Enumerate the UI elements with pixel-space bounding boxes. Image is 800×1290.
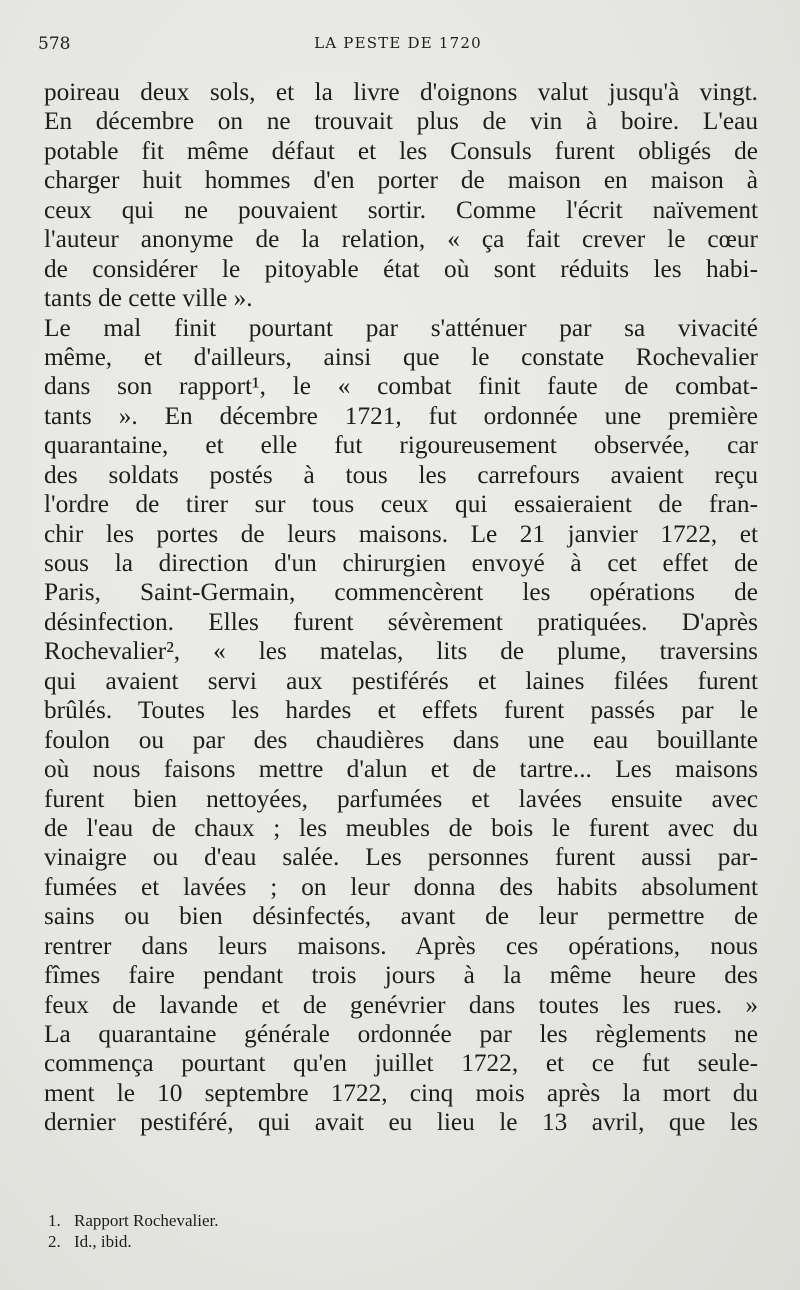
text-line: Paris, Saint-Germain, commencèrent les opérations de: [44, 578, 758, 607]
text-line: charger huit hommes d'en porter de maison en maison à: [44, 166, 758, 195]
footnote-label: 1.: [48, 1211, 61, 1230]
text-line: sains ou bien désinfectés, avant de leur permettre de: [44, 902, 758, 931]
text-line: désinfection. Elles furent sévèrement pratiquées. D'après: [44, 607, 758, 636]
text-line: dans son rapport¹, le « combat finit faute de combat-: [44, 372, 758, 401]
page-number: 578: [38, 34, 71, 54]
text-line: de l'eau de chaux ; les meubles de bois le furent avec du: [44, 813, 758, 842]
footnote-text: Id., ibid.: [74, 1232, 132, 1251]
text-line: tants de cette ville ».: [44, 284, 253, 313]
text-line: qui avaient servi aux pestiférés et laines filées furent: [44, 666, 758, 695]
footnote-label: 2.: [48, 1232, 61, 1251]
text-line: où nous faisons mettre d'alun et de tartre... Les maisons: [44, 755, 758, 784]
footnote: [48, 1231, 748, 1252]
text-line: sous la direction d'un chirurgien envoyé à cet effet de: [44, 549, 758, 577]
text-line: Rochevalier², « les matelas, lits de plume, traversins: [44, 637, 758, 666]
running-title: LA PESTE DE 1720: [314, 34, 482, 52]
text-line: foulon ou par des chaudières dans une eau bouillante: [44, 725, 758, 754]
text-line: chir les portes de leurs maisons. Le 21 janvier 1722, et: [44, 519, 758, 548]
text-line: ceux qui ne pouvaient sortir. Comme l'écrit naïvement: [44, 195, 758, 224]
text-line: fîmes faire pendant trois jours à la même heure des: [44, 961, 758, 990]
text-line: commença pourtant qu'en juillet 1722, et ce fut seule-: [44, 1049, 758, 1078]
text-line: dernier pestiféré, qui avait eu lieu le 13 avril, que les: [44, 1108, 758, 1137]
text-line: ment le 10 septembre 1722, cinq mois après la mort du: [44, 1078, 758, 1107]
text-line: l'auteur anonyme de la relation, « ça fait crever le cœur: [44, 225, 758, 254]
running-head: [38, 34, 758, 58]
text-line: La quarantaine générale ordonnée par les règlements ne: [44, 1020, 758, 1048]
text-line: de considérer le pitoyable état où sont réduits les habi-: [44, 254, 758, 283]
footnote-text: Rapport Rochevalier.: [74, 1211, 219, 1230]
text-line: même, et d'ailleurs, ainsi que le constate Rochevalier: [44, 342, 758, 371]
body-text: [44, 78, 758, 1138]
text-line: fumées et lavées ; on leur donna des habits absolument: [44, 872, 758, 901]
text-line: tants ». En décembre 1721, fut ordonnée une première: [44, 401, 758, 430]
text-line: l'ordre de tirer sur tous ceux qui essaieraient de fran-: [44, 490, 758, 519]
text-line: feux de lavande et de genévrier dans toutes les rues. »: [44, 990, 758, 1019]
text-line: Le mal finit pourtant par s'atténuer par sa vivacité: [44, 313, 758, 342]
text-line: vinaigre ou d'eau salée. Les personnes furent aussi par-: [44, 843, 758, 872]
footnotes: [48, 1210, 748, 1252]
text-line: brûlés. Toutes les hardes et effets furent passés par le: [44, 696, 758, 725]
text-line: quarantaine, et elle fut rigoureusement observée, car: [44, 431, 758, 460]
text-line: En décembre on ne trouvait plus de vin à boire. L'eau: [44, 107, 758, 136]
text-line: potable fit même défaut et les Consuls furent obligés de: [44, 136, 758, 165]
text-line: rentrer dans leurs maisons. Après ces opérations, nous: [44, 931, 758, 960]
text-line: furent bien nettoyées, parfumées et lavées ensuite avec: [44, 784, 758, 813]
text-line: des soldats postés à tous les carrefours avaient reçu: [44, 460, 758, 489]
text-line: poireau deux sols, et la livre d'oignons valut jusqu'à vingt.: [44, 78, 758, 106]
footnote: [48, 1210, 748, 1231]
